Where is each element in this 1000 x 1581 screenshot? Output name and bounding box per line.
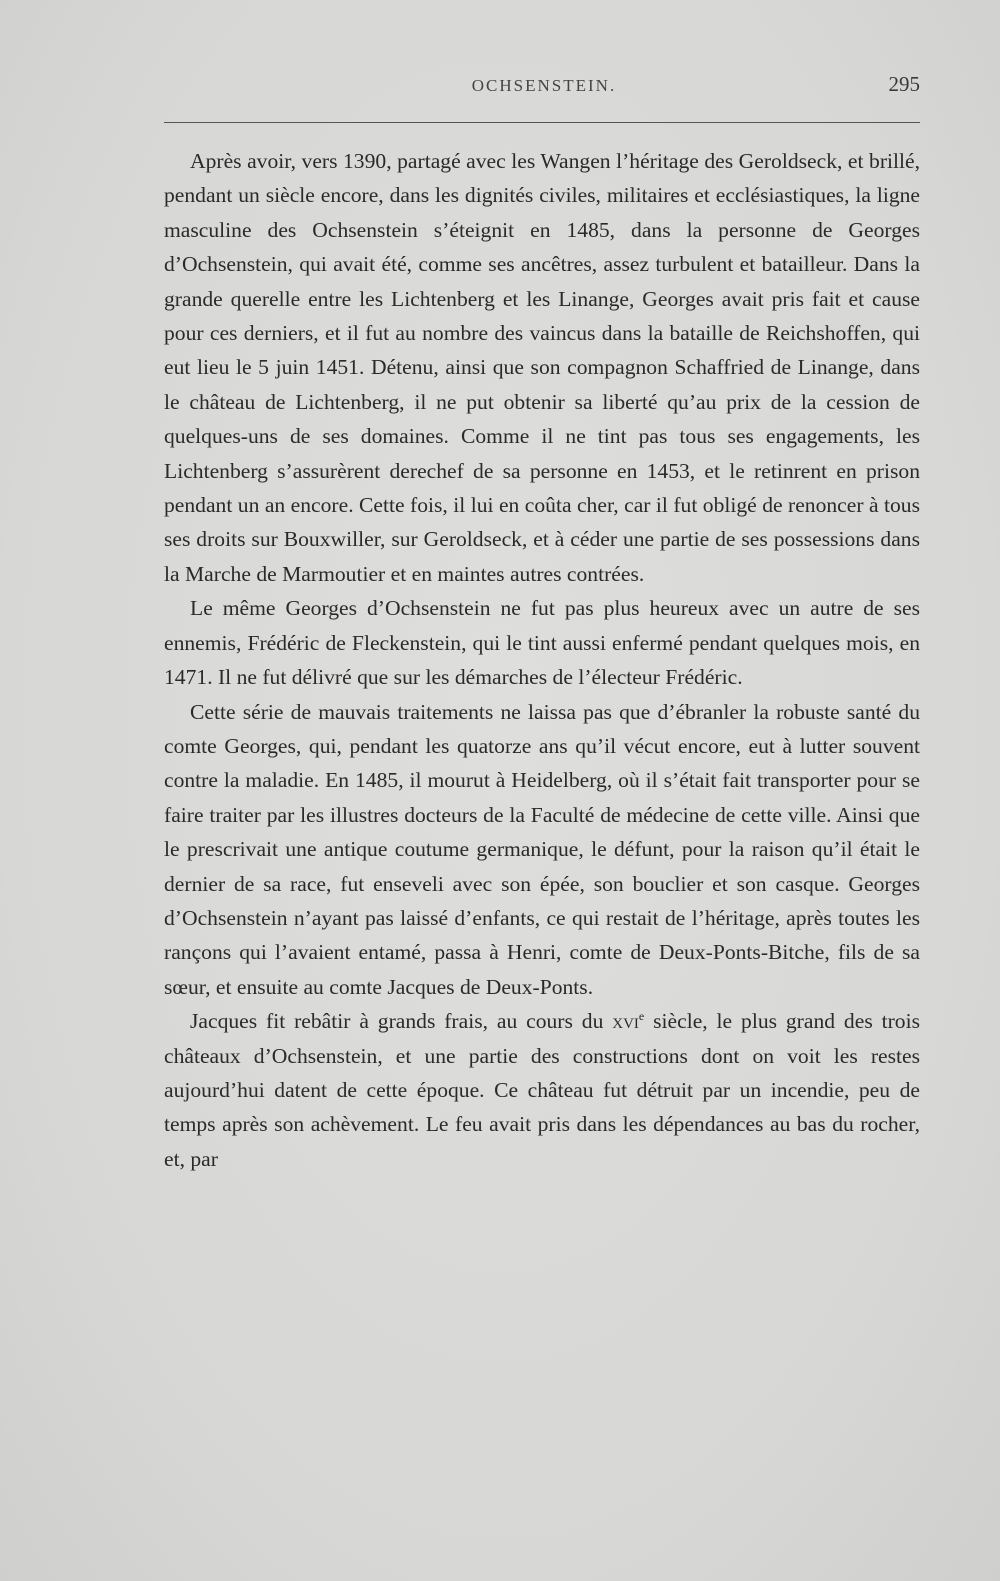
century-superscript: e <box>638 1008 645 1023</box>
page-number: 295 <box>888 72 920 96</box>
paragraph-4-text-before: Jacques fit rebâtir à grands frais, au cours du <box>190 1009 613 1034</box>
header-rule <box>164 122 920 123</box>
paragraph-4-text-after: siècle, le plus grand des trois châteaux d’Ochsenstein, et une partie des constructions dont on voit les restes aujourd’hui datent de cette époque. Ce château fut détruit par un incendie, peu de temps après son achèvement. Le feu avait pris dans les dépendances au bas du rocher, et, par <box>164 1009 920 1171</box>
page-header <box>164 72 924 104</box>
paragraph-3: Cette série de mauvais traitements ne laissa pas que d’ébranler la robuste santé du comte Georges, qui, pendant les quatorze ans qu’il vécut encore, eut à lutter souvent contre la maladie. En 1485, il mourut à Heidelberg, où il s’était fait transporter pour se faire traiter par les illustres docteurs de la Faculté de médecine de cette ville. Ainsi que le prescrivait une antique coutume germanique, le défunt, pour la raison qu’il était le dernier de sa race, fut enseveli avec son épée, son bouclier et son casque. Georges d’Ochsenstein n’ayant pas laissé d’enfants, ce qui restait de l’héritage, après toutes les rançons qui l’avaient entamé, passa à Henri, comte de Deux-Ponts-Bitche, fils de sa sœur, et ensuite au comte Jacques de Deux-Ponts. <box>164 699 920 999</box>
century-numeral: xvi <box>612 1009 639 1034</box>
paragraph-1: Après avoir, vers 1390, partagé avec les Wangen l’héritage des Geroldseck, et brillé, pendant un siècle encore, dans les dignités civiles, militaires et ecclésiastiques, la ligne masculine des Ochsenstein s’éteignit en 1485, dans la personne de Georges d’Ochsenstein, qui avait été, comme ses ancêtres, assez turbulent et batailleur. Dans la grande querelle entre les Lichtenberg et les Linange, Georges avait pris fait et cause pour ces derniers, et il fut au nombre des vaincus dans la bataille de Reichshoffen, qui eut lieu le 5 juin 1451. Détenu, ainsi que son compagnon Schaffried de Linange, dans le château de Lichtenberg, il ne put obtenir sa liberté qu’au prix de la cession de quelques-uns de ses domaines. Comme il ne tint pas tous ses engagements, les Lichtenberg s’assurèrent derechef de sa personne en 1453, et le retinrent en prison pendant un an encore. Cette fois, il lui en coûta cher, car il fut obligé de renoncer à tous ses droits sur Bouxwiller, sur Geroldseck, et à céder une partie de ses possessions dans la Marche de Marmoutier et en maintes autres contrées. <box>164 149 920 586</box>
paragraph-4 <box>164 1004 920 1176</box>
running-head: OCHSENSTEIN. <box>471 76 617 95</box>
paragraph-2: Le même Georges d’Ochsenstein ne fut pas plus heureux avec un autre de ses ennemis, Frédéric de Fleckenstein, qui le tint aussi enfermé pendant quelques mois, en 1471. Il ne fut délivré que sur les démarches de l’électeur Frédéric. <box>164 596 920 690</box>
body-text <box>164 144 920 1176</box>
